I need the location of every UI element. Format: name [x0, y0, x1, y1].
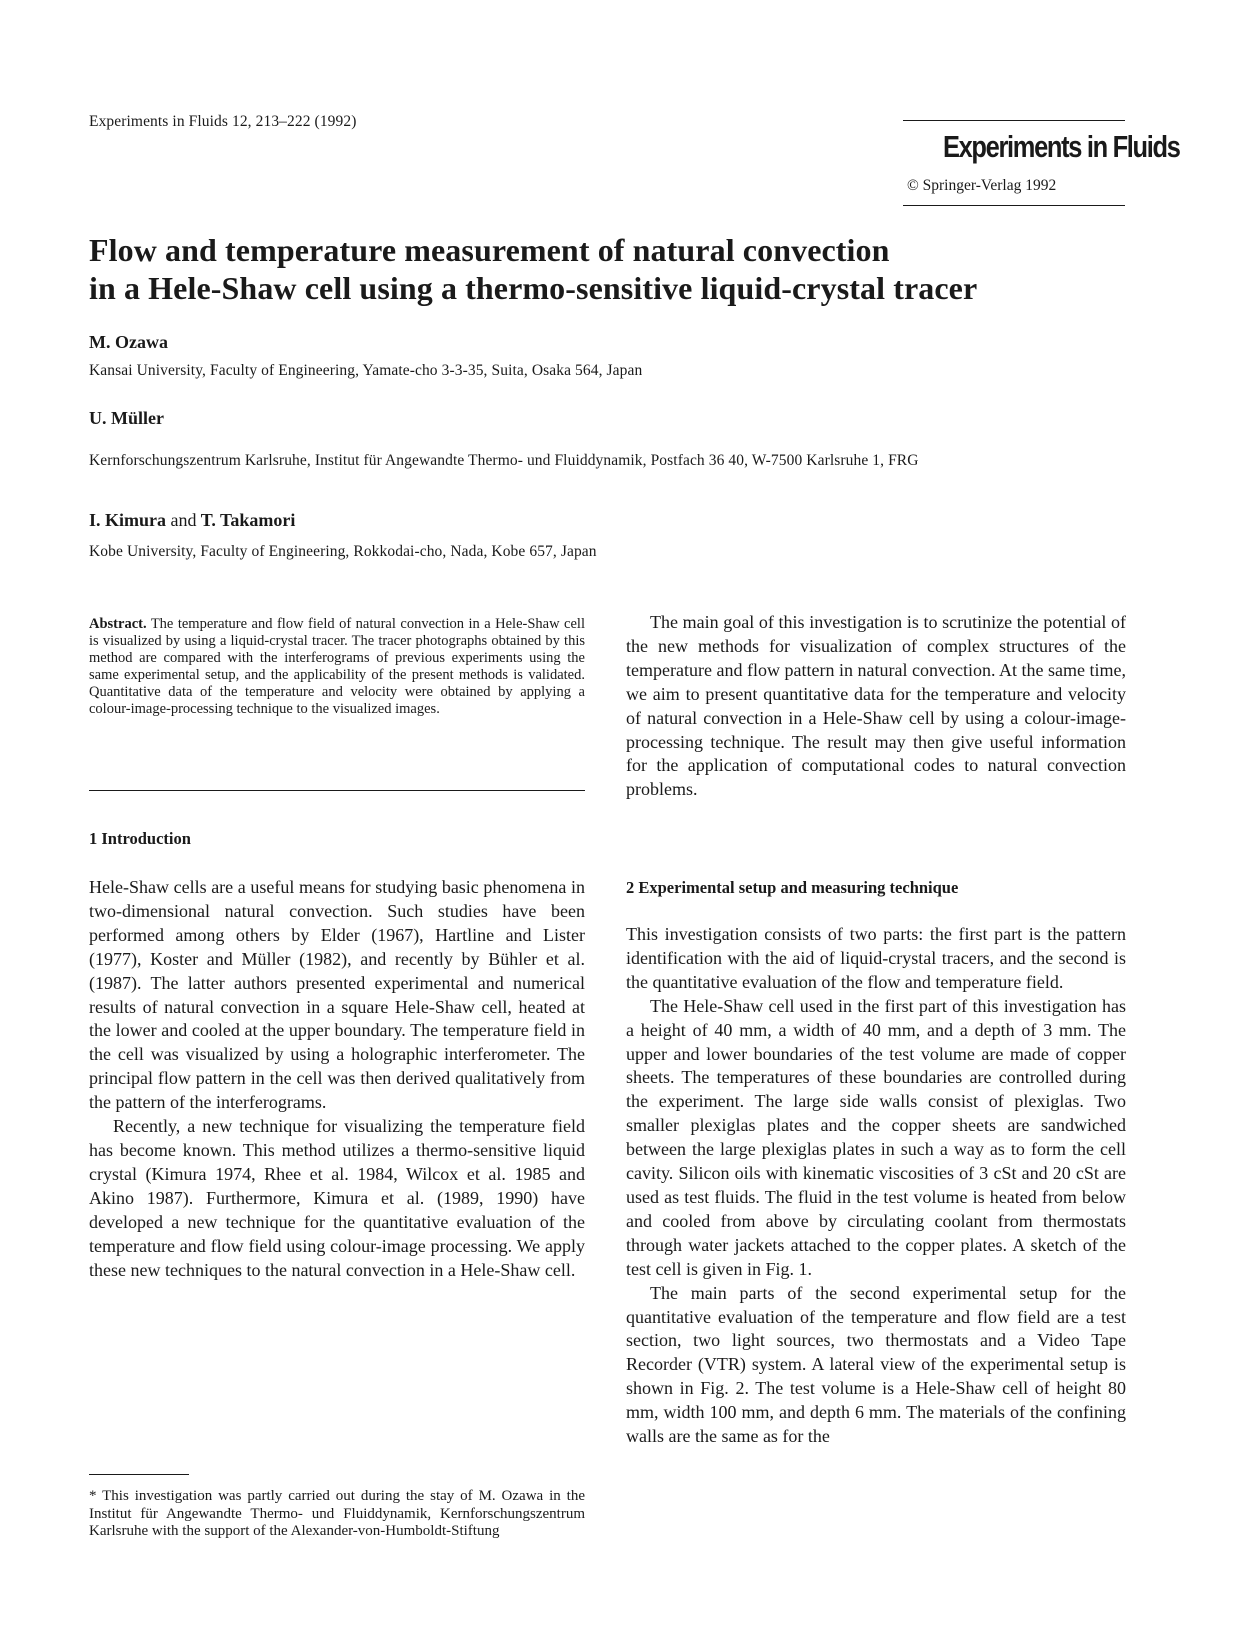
author-takamori: T. Takamori — [200, 510, 296, 530]
affiliation-kansai: Kansai University, Faculty of Engineering, Yamate-cho 3-3-35, Suita, Osaka 564, Japan — [89, 362, 643, 379]
masthead-bottom-rule — [903, 205, 1125, 206]
title-line-2: in a Hele-Shaw cell using a thermo-sensitive liquid-crystal tracer — [89, 270, 978, 306]
introduction-paragraph: Hele-Shaw cells are a useful means for studying basic phenomena in two-dimensional natural convection. Such studies have been performed among others by Elder (1967), Hartline and Lister (1977), Koster and Müller (1982), and recently by Bühler et al. (1987). The latter authors presented experimental and numerical results of natural convection in a square Hele-Shaw cell, heated at the lower and cooled at the upper boundary. The temperature field in the cell was visualized by using a holographic interferometer. The principal flow pattern in the cell was then derived qualitatively from the pattern of the interferograms. — [89, 877, 585, 1113]
goal-paragraph: The main goal of this investigation is to scrutinize the potential of the new methods for visualization of complex structures of the temperature and flow pattern in natural convection. At the same time, we aim to present quantitative data for the temperature and velocity of natural convection in a Hele-Shaw cell by using a colour-image-processing technique. The result may then give useful information for the application of computational codes to natural convection problems. — [626, 612, 1126, 800]
setup-paragraph: This investigation consists of two parts: the first part is the pattern identification with the aid of liquid-crystal tracers, and the second is the quantitative evaluation of the flow and temperature field. — [626, 924, 1126, 992]
setup-paragraph: The Hele-Shaw cell used in the first part of this investigation has a height of 40 mm, a width of 40 mm, and a depth of 3 mm. The upper and lower boundaries of the test volume are made of copper sheets. The temperatures of these boundaries are controlled during the experiment. The large side walls consist of plexiglas. Two smaller plexiglas plates and the copper sheets are sandwiched between the large plexiglas plates in such a way as to form the cell cavity. Silicon oils with kinematic viscosities of 3 cSt and 20 cSt are used as test fluids. The fluid in the test volume is heated from below and cooled from above by circulating coolant from thermostats through water jackets attached to the copper plates. A sketch of the test cell is given in Fig. 1. — [626, 995, 1126, 1279]
author-conjunction: and — [170, 510, 197, 530]
paper-title — [89, 231, 1089, 307]
abstract-divider — [89, 790, 585, 791]
footnote-divider — [89, 1474, 189, 1475]
masthead-top-rule — [903, 120, 1125, 121]
journal-masthead — [903, 120, 1180, 206]
author-ozawa: M. Ozawa — [89, 332, 168, 352]
introduction-paragraph: Recently, a new technique for visualizing the temperature field has become known. This method utilizes a thermo-sensitive liquid crystal (Kimura 1974, Rhee et al. 1984, Wilcox et al. 1985 and Akino 1987). Furthermore, Kimura et al. (1989, 1990) have developed a new technique for the quantitative evaluation of the temperature and flow field using colour-image processing. We apply these new techniques to the natural convection in a Hele-Shaw cell. — [89, 1116, 585, 1280]
title-line-1: Flow and temperature measurement of natural convection — [89, 232, 890, 268]
abstract-text: The temperature and flow field of natural convection in a Hele-Shaw cell is visualized by using a liquid-crystal tracer. The tracer photographs obtained by this method are compared with the interferograms of previous experiments using the same experimental setup, and the applicability of the present methods is validated. Quantitative data of the temperature and velocity were obtained by applying a colour-image-processing technique to the visualized images. — [89, 616, 585, 717]
goal-paragraph-block — [626, 611, 1126, 802]
author-kimura: I. Kimura — [89, 510, 167, 530]
setup-paragraph: The main parts of the second experimental setup for the quantitative evaluation of the temperature and flow field are a test section, two light sources, two thermostats and a Video Tape Recorder (VTR) system. A lateral view of the experimental setup is shown in Fig. 2. The test volume is a Hele-Shaw cell of height 80 mm, width 100 mm, and depth 6 mm. The materials of the confining walls are the same as for the — [626, 1282, 1126, 1447]
section-heading-introduction: 1 Introduction — [89, 829, 191, 848]
affiliation-kobe: Kobe University, Faculty of Engineering, Rokkodai-cho, Nada, Kobe 657, Japan — [89, 543, 597, 560]
journal-name: Experiments in Fluids — [942, 129, 1180, 164]
author-kimura-takamori — [89, 510, 295, 531]
running-head: Experiments in Fluids 12, 213–222 (1992) — [89, 113, 357, 130]
affiliation-karlsruhe: Kernforschungszentrum Karlsruhe, Institut für Angewandte Thermo- und Fluiddynamik, Postfach 36 40, W-7500 Karlsruhe 1, FRG — [89, 452, 919, 469]
author-muller: U. Müller — [89, 408, 164, 428]
abstract-label: Abstract. — [89, 616, 147, 632]
copyright-notice: © Springer-Verlag 1992 — [907, 177, 1057, 194]
footnote: * This investigation was partly carried out during the stay of M. Ozawa in the Institut für Angewandte Thermo- und Fluiddynamik, Kernforschungszentrum Karlsruhe with the support of the Alexander-von-Humboldt-Stiftung — [89, 1488, 585, 1539]
section-heading-experimental-setup: 2 Experimental setup and measuring technique — [626, 878, 959, 897]
experimental-setup-body — [626, 923, 1126, 1449]
introduction-body — [89, 876, 585, 1282]
abstract — [89, 616, 585, 717]
